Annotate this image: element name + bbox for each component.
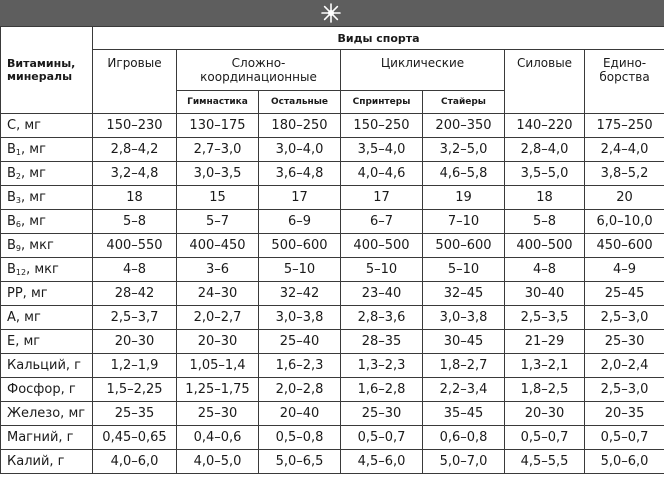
table-cell: 5,0–6,5 <box>259 450 341 474</box>
table-cell: 6–9 <box>259 210 341 234</box>
table-cell: 17 <box>259 186 341 210</box>
table-cell: 17 <box>341 186 423 210</box>
table-cell: 24–30 <box>177 282 259 306</box>
row-label <box>1 426 93 450</box>
group-combat: Едино-борства <box>585 50 664 114</box>
row-label-unit: , мг <box>21 190 46 205</box>
table-cell: 32–45 <box>423 282 505 306</box>
table-cell: 1,8–2,5 <box>505 378 585 402</box>
subgroup-others: Остальные <box>259 91 341 114</box>
row-label-unit: , мкг <box>26 262 59 277</box>
table-cell: 1,8–2,7 <box>423 354 505 378</box>
table-cell: 0,5–0,7 <box>585 426 664 450</box>
row-label-name: Фосфор, г <box>7 382 76 397</box>
table-cell: 400–500 <box>341 234 423 258</box>
table-cell: 4,0–5,0 <box>177 450 259 474</box>
table-cell: 1,5–2,25 <box>93 378 177 402</box>
row-label-unit: , мг <box>21 166 46 181</box>
table-cell: 130–175 <box>177 114 259 138</box>
table-row <box>1 162 664 186</box>
table-cell: 1,3–2,1 <box>505 354 585 378</box>
table-cell: 7–10 <box>423 210 505 234</box>
table-cell: 3,5–5,0 <box>505 162 585 186</box>
table-cell: 2,4–4,0 <box>585 138 664 162</box>
vitamin-norms-table <box>0 26 664 474</box>
table-cell: 2,8–4,0 <box>505 138 585 162</box>
table-row <box>1 114 664 138</box>
table-cell: 0,5–0,7 <box>341 426 423 450</box>
row-label-name: С, мг <box>7 118 41 133</box>
row-label <box>1 282 93 306</box>
table-cell: 150–250 <box>341 114 423 138</box>
row-label <box>1 234 93 258</box>
row-label <box>1 330 93 354</box>
row-label <box>1 162 93 186</box>
row-label-name: РР, мг <box>7 286 48 301</box>
table-cell: 1,05–1,4 <box>177 354 259 378</box>
table-cell: 1,25–1,75 <box>177 378 259 402</box>
table-cell: 400–500 <box>505 234 585 258</box>
table-cell: 3,6–4,8 <box>259 162 341 186</box>
table-cell: 2,5–3,7 <box>93 306 177 330</box>
vitamins-column-header: Витамины, минералы <box>1 27 93 114</box>
table-cell: 25–30 <box>585 330 664 354</box>
table-cell: 3,0–3,5 <box>177 162 259 186</box>
table-cell: 32–42 <box>259 282 341 306</box>
row-label <box>1 210 93 234</box>
table-cell: 30–45 <box>423 330 505 354</box>
row-label-name: Е, мг <box>7 334 41 349</box>
row-label <box>1 354 93 378</box>
table-cell: 20 <box>585 186 664 210</box>
snowflake-ornament-icon <box>320 2 342 24</box>
table-row <box>1 330 664 354</box>
table-cell: 0,5–0,8 <box>259 426 341 450</box>
table-cell: 2,0–2,7 <box>177 306 259 330</box>
subgroup-gymnastics: Гимнастика <box>177 91 259 114</box>
table-cell: 4,6–5,8 <box>423 162 505 186</box>
table-cell: 2,5–3,0 <box>585 306 664 330</box>
table-cell: 3,5–4,0 <box>341 138 423 162</box>
table-body <box>1 114 664 474</box>
table-cell: 19 <box>423 186 505 210</box>
table-cell: 3–6 <box>177 258 259 282</box>
table-cell: 0,45–0,65 <box>93 426 177 450</box>
table-cell: 5,0–6,0 <box>585 450 664 474</box>
table-cell: 18 <box>93 186 177 210</box>
table-cell: 2,0–2,8 <box>259 378 341 402</box>
row-label <box>1 258 93 282</box>
table-cell: 18 <box>505 186 585 210</box>
table-cell: 15 <box>177 186 259 210</box>
table-cell: 2,7–3,0 <box>177 138 259 162</box>
row-label-name: Калий, г <box>7 454 65 469</box>
table-cell: 180–250 <box>259 114 341 138</box>
table-cell: 0,6–0,8 <box>423 426 505 450</box>
table-cell: 500–600 <box>423 234 505 258</box>
table-cell: 1,6–2,3 <box>259 354 341 378</box>
table-cell: 20–30 <box>505 402 585 426</box>
table-cell: 2,5–3,5 <box>505 306 585 330</box>
table-row <box>1 282 664 306</box>
table-cell: 1,2–1,9 <box>93 354 177 378</box>
table-cell: 4,0–4,6 <box>341 162 423 186</box>
table-row <box>1 426 664 450</box>
table-cell: 20–30 <box>177 330 259 354</box>
table-row <box>1 450 664 474</box>
table-row <box>1 306 664 330</box>
table-cell: 28–42 <box>93 282 177 306</box>
table-cell: 1,6–2,8 <box>341 378 423 402</box>
table-cell: 25–35 <box>93 402 177 426</box>
table-cell: 25–45 <box>585 282 664 306</box>
table-cell: 4,5–5,5 <box>505 450 585 474</box>
group-power: Силовые <box>505 50 585 114</box>
row-label <box>1 402 93 426</box>
table-cell: 400–550 <box>93 234 177 258</box>
table-cell: 4,5–6,0 <box>341 450 423 474</box>
group-complex: Сложно-координационные <box>177 50 341 91</box>
row-label <box>1 114 93 138</box>
row-label-name: В <box>7 238 16 253</box>
group-game: Игровые <box>93 50 177 114</box>
table-cell: 200–350 <box>423 114 505 138</box>
table-cell: 2,8–3,6 <box>341 306 423 330</box>
row-label-subscript: 6 <box>15 220 22 229</box>
table-cell: 28–35 <box>341 330 423 354</box>
row-label-name: Магний, г <box>7 430 74 445</box>
table-cell: 5–10 <box>259 258 341 282</box>
table-cell: 4–8 <box>505 258 585 282</box>
row-label-name: В <box>7 214 16 229</box>
row-label <box>1 378 93 402</box>
table-cell: 5–8 <box>93 210 177 234</box>
row-label-name: В <box>7 190 16 205</box>
table-row <box>1 354 664 378</box>
row-label-subscript: 2 <box>15 172 22 181</box>
table-cell: 23–40 <box>341 282 423 306</box>
table-cell: 2,2–3,4 <box>423 378 505 402</box>
table-cell: 3,8–5,2 <box>585 162 664 186</box>
top-banner <box>0 0 664 26</box>
row-label-subscript: 3 <box>15 196 22 205</box>
table-cell: 20–30 <box>93 330 177 354</box>
table-row <box>1 210 664 234</box>
table-cell: 5–7 <box>177 210 259 234</box>
row-label-name: В <box>7 262 16 277</box>
table-cell: 35–45 <box>423 402 505 426</box>
row-label <box>1 186 93 210</box>
group-cyclic: Циклические <box>341 50 505 91</box>
table-cell: 4,0–6,0 <box>93 450 177 474</box>
row-label-name: А, мг <box>7 310 41 325</box>
table-cell: 4–8 <box>93 258 177 282</box>
table-cell: 0,5–0,7 <box>505 426 585 450</box>
table-cell: 450–600 <box>585 234 664 258</box>
subgroup-stayers: Стайеры <box>423 91 505 114</box>
table-cell: 5–10 <box>341 258 423 282</box>
table-cell: 175–250 <box>585 114 664 138</box>
table-cell: 20–40 <box>259 402 341 426</box>
row-label-subscript: 1 <box>15 148 22 157</box>
table-cell: 30–40 <box>505 282 585 306</box>
table-cell: 5–8 <box>505 210 585 234</box>
table-row <box>1 138 664 162</box>
table-cell: 25–30 <box>341 402 423 426</box>
sports-header: Виды спорта <box>93 27 664 50</box>
table-row <box>1 378 664 402</box>
table-cell: 2,8–4,2 <box>93 138 177 162</box>
row-label <box>1 450 93 474</box>
subgroup-sprinters: Спринтеры <box>341 91 423 114</box>
row-label-unit: , мг <box>21 214 46 229</box>
row-label-subscript: 12 <box>15 268 27 277</box>
table-cell: 400–450 <box>177 234 259 258</box>
table-cell: 25–30 <box>177 402 259 426</box>
table-row <box>1 186 664 210</box>
table-row <box>1 402 664 426</box>
table-cell: 5–10 <box>423 258 505 282</box>
table-cell: 3,0–3,8 <box>259 306 341 330</box>
table-cell: 6–7 <box>341 210 423 234</box>
row-label-name: Железо, мг <box>7 406 86 421</box>
table-cell: 150–230 <box>93 114 177 138</box>
row-label-name: Кальций, г <box>7 358 82 373</box>
table-cell: 20–35 <box>585 402 664 426</box>
table-cell: 1,3–2,3 <box>341 354 423 378</box>
row-label-name: В <box>7 142 16 157</box>
table-cell: 140–220 <box>505 114 585 138</box>
row-label-name: В <box>7 166 16 181</box>
table-cell: 3,2–4,8 <box>93 162 177 186</box>
table-cell: 21–29 <box>505 330 585 354</box>
table-row <box>1 234 664 258</box>
table-cell: 500–600 <box>259 234 341 258</box>
table-cell: 2,5–3,0 <box>585 378 664 402</box>
row-label-subscript: 9 <box>15 244 22 253</box>
table-cell: 3,0–4,0 <box>259 138 341 162</box>
row-label <box>1 306 93 330</box>
table-cell: 4–9 <box>585 258 664 282</box>
table-cell: 5,0–7,0 <box>423 450 505 474</box>
table-cell: 6,0–10,0 <box>585 210 664 234</box>
table-cell: 3,0–3,8 <box>423 306 505 330</box>
table-cell: 0,4–0,6 <box>177 426 259 450</box>
table-cell: 3,2–5,0 <box>423 138 505 162</box>
table-cell: 25–40 <box>259 330 341 354</box>
table-cell: 2,0–2,4 <box>585 354 664 378</box>
row-label <box>1 138 93 162</box>
row-label-unit: , мкг <box>21 238 54 253</box>
row-label-unit: , мг <box>21 142 46 157</box>
table-row <box>1 258 664 282</box>
